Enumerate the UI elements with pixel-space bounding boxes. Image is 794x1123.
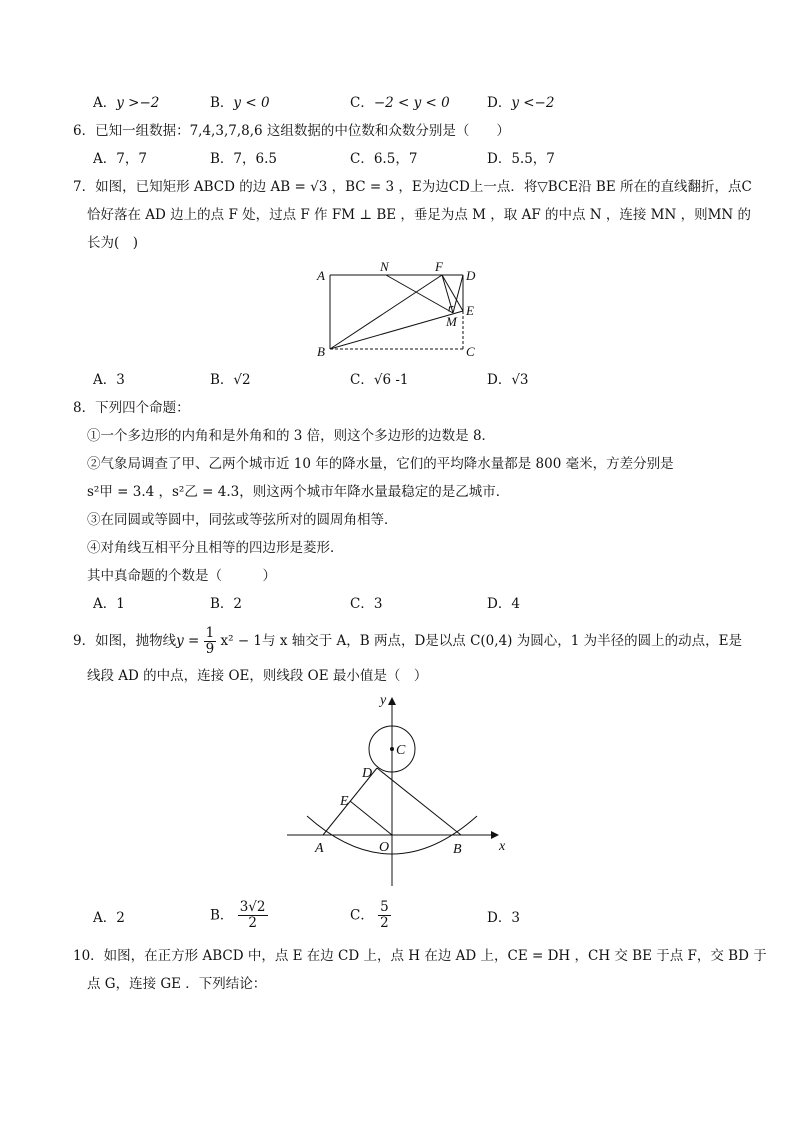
q8-option-b: B．2 bbox=[210, 596, 243, 612]
q9-fraction-one-ninth bbox=[204, 626, 217, 657]
q6-options bbox=[0, 150, 794, 168]
q7-stem-line3: 长为( ) bbox=[87, 235, 139, 251]
segment-oe bbox=[350, 801, 392, 835]
q8-options bbox=[0, 595, 794, 613]
label-a: A bbox=[315, 841, 324, 856]
q9-option-c: C． $\frac{5}{2}$ bbox=[350, 899, 389, 931]
q5-option-a: A．y >−2 bbox=[93, 95, 160, 111]
q7-options bbox=[0, 371, 794, 389]
label-n: N bbox=[380, 259, 389, 274]
q9-stem-rest: x² − 1与 x 轴交于 A，B 两点，D是以点 C(0,4) 为圆心，1 为半径的圆上的动点，E是 bbox=[220, 633, 742, 649]
q9-option-d: D．3 bbox=[487, 910, 520, 926]
segment-bf bbox=[330, 275, 442, 349]
q9-stem-line1 bbox=[73, 624, 742, 658]
segment-md bbox=[453, 275, 463, 313]
label-m: M bbox=[446, 314, 457, 329]
q8-option-c: C．3 bbox=[350, 596, 383, 612]
q9-options bbox=[0, 899, 794, 931]
q9-frac-num: 1 bbox=[205, 625, 215, 641]
label-b: B bbox=[317, 344, 325, 359]
q5-options bbox=[0, 94, 794, 112]
q9-stem-prefix: 9．如图，抛物线 bbox=[73, 633, 177, 649]
q6-option-c: C．6.5，7 bbox=[350, 151, 418, 167]
q9-option-b-fraction: $\frac{3√2}{2}$ bbox=[239, 899, 266, 931]
label-e: E bbox=[340, 794, 349, 809]
q7-figure bbox=[308, 258, 498, 362]
q7-option-d: D．√3 bbox=[487, 372, 529, 388]
axis-label-x: x bbox=[499, 839, 506, 854]
q6-option-a: A．7，7 bbox=[93, 151, 147, 167]
q9-option-a: A．2 bbox=[93, 910, 125, 926]
q9-option-c-fraction: $\frac{5}{2}$ bbox=[380, 899, 389, 931]
q9-option-b: B． $\frac{3√2}{2}$ bbox=[210, 899, 266, 931]
label-b: B bbox=[453, 842, 462, 857]
label-c: C bbox=[466, 344, 475, 359]
q7-stem-line2: 恰好落在 AD 边上的点 F 处，过点 F 作 FM ⊥ BE ，垂足为点 M ，取 AF 的中点 N ，连接 MN ，则MN 的 bbox=[87, 207, 752, 223]
q9-frac-den: 9 bbox=[205, 641, 215, 657]
q8-stem: 8．下列四个命题： bbox=[73, 400, 190, 416]
q8-proposition-2a: ②气象局调查了甲、乙两个城市近 10 年的降水量，它们的平均降水量都是 800 毫米，方差分别是 bbox=[87, 456, 674, 472]
label-c: C bbox=[396, 743, 406, 758]
center-point-c bbox=[390, 747, 394, 751]
label-o: O bbox=[379, 840, 390, 855]
q9-y-equals: y = bbox=[176, 633, 200, 649]
q5-option-d: D．y <−2 bbox=[487, 95, 555, 111]
label-d: D bbox=[362, 766, 373, 781]
q8-proposition-2b: s²甲 = 3.4 ，s²乙 = 4.3，则这两个城市年降水量最稳定的是乙城市． bbox=[87, 484, 510, 500]
label-f: F bbox=[435, 259, 443, 274]
q7-option-b: B．√2 bbox=[210, 372, 251, 388]
q6-stem: 6．已知一组数据：7,4,3,7,8,6 这组数据的中位数和众数分别是（ ） bbox=[73, 123, 510, 139]
q8-question: 其中真命题的个数是（ ） bbox=[87, 568, 276, 584]
segment-db bbox=[377, 768, 461, 835]
segment-nm bbox=[386, 275, 453, 313]
label-d: D bbox=[466, 268, 476, 283]
segment-be bbox=[330, 311, 463, 349]
axis-label-y: y bbox=[380, 693, 387, 708]
q9-figure bbox=[285, 690, 515, 890]
segment-fe bbox=[442, 275, 463, 311]
q7-stem-line1: 7．如图，已知矩形 ABCD 的边 AB = √3 ，BC = 3 ，E为边CD上一点．将▽BCE沿 BE 所在的直线翻折，点C bbox=[73, 179, 752, 195]
q8-proposition-1: ①一个多边形的内角和是外角和的 3 倍，则这个多边形的边数是 8． bbox=[87, 428, 496, 444]
q8-option-d: D．4 bbox=[487, 596, 520, 612]
q5-option-c: C．−2 < y < 0 bbox=[350, 95, 450, 111]
q7-option-a: A．3 bbox=[93, 372, 125, 388]
q8-proposition-4: ④对角线互相平分且相等的四边形是菱形． bbox=[87, 540, 344, 556]
q10-stem-line2: 点 G，连接 GE ．下列结论： bbox=[87, 976, 267, 992]
q5-option-b: B．y < 0 bbox=[210, 95, 270, 111]
label-e: E bbox=[466, 303, 474, 318]
q6-option-d: D．5.5，7 bbox=[487, 151, 555, 167]
q9-stem-line2: 线段 AD 的中点，连接 OE，则线段 OE 最小值是（ ） bbox=[87, 668, 428, 684]
q6-option-b: B．7，6.5 bbox=[210, 151, 277, 167]
q8-proposition-3: ③在同圆或等圆中，同弦或等弦所对的圆周角相等． bbox=[87, 512, 398, 528]
q10-stem-line1: 10．如图，在正方形 ABCD 中，点 E 在边 CD 上，点 H 在边 AD 上，CE = DH ，CH 交 BE 于点 F，交 BD 于 bbox=[73, 948, 767, 964]
label-a: A bbox=[317, 268, 325, 283]
q8-option-a: A．1 bbox=[93, 596, 125, 612]
q7-option-c: C．√6 -1 bbox=[350, 372, 409, 388]
